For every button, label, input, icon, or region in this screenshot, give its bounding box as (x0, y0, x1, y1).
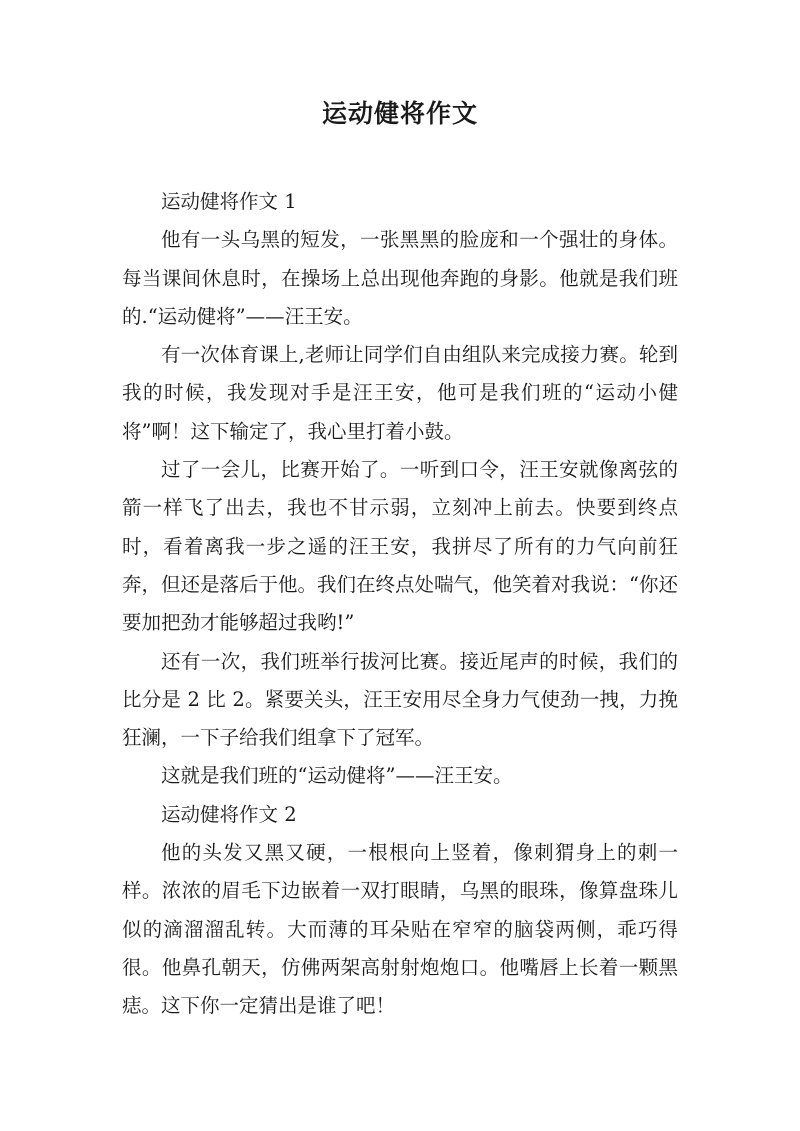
paragraph: 有一次体育课上,老师让同学们自由组队来完成接力赛。轮到我的时候，我发现对手是汪王安，他可是我们班的“运动小健将”啊！这下输定了，我心里打着小鼓。 (122, 343, 678, 443)
section-heading-1: 运动健将作文 1 (161, 190, 297, 213)
paragraph: 过了一会儿，比赛开始了。一听到口令，汪王安就像离弦的箭一样飞了出去，我也不甘示弱，立刻冲上前去。快要到终点时，看着离我一步之遥的汪王安，我拼尽了所有的力气向前狂奔，但还是落后于他。我们在终点处喘气，他笑着对我说：“你还要加把劲才能够超过我哟!” (122, 458, 678, 635)
paragraph: 他有一头乌黑的短发，一张黑黑的脸庞和一个强壮的身体。每当课间休息时，在操场上总出现他奔跑的身影。他就是我们班的.“运动健将”——汪王安。 (122, 228, 678, 328)
document-title: 运动健将作文 (321, 99, 478, 128)
document-body (122, 183, 678, 1026)
paragraph: 他的头发又黑又硬，一根根向上竖着，像刺猬身上的刺一样。浓浓的眉毛下边嵌着一双打眼睛，乌黑的眼珠，像算盘珠儿似的滴溜溜乱转。大而薄的耳朵贴在窄窄的脑袋两侧，乖巧得很。他鼻孔朝天，仿佛两架高射射炮炮口。他嘴唇上长着一颗黑痣。这下你一定猜出是谁了吧！ (122, 841, 678, 1018)
section-heading-2: 运动健将作文 2 (161, 802, 297, 826)
paragraph: 还有一次，我们班举行拔河比赛。接近尾声的时候，我们的比分是 2 比 2。紧要关头，汪王安用尽全身力气使劲一拽，力挽狂澜，一下子给我们组拿下了冠军。 (122, 649, 678, 750)
paragraph: 这就是我们班的“运动健将”——汪王安。 (161, 764, 513, 788)
